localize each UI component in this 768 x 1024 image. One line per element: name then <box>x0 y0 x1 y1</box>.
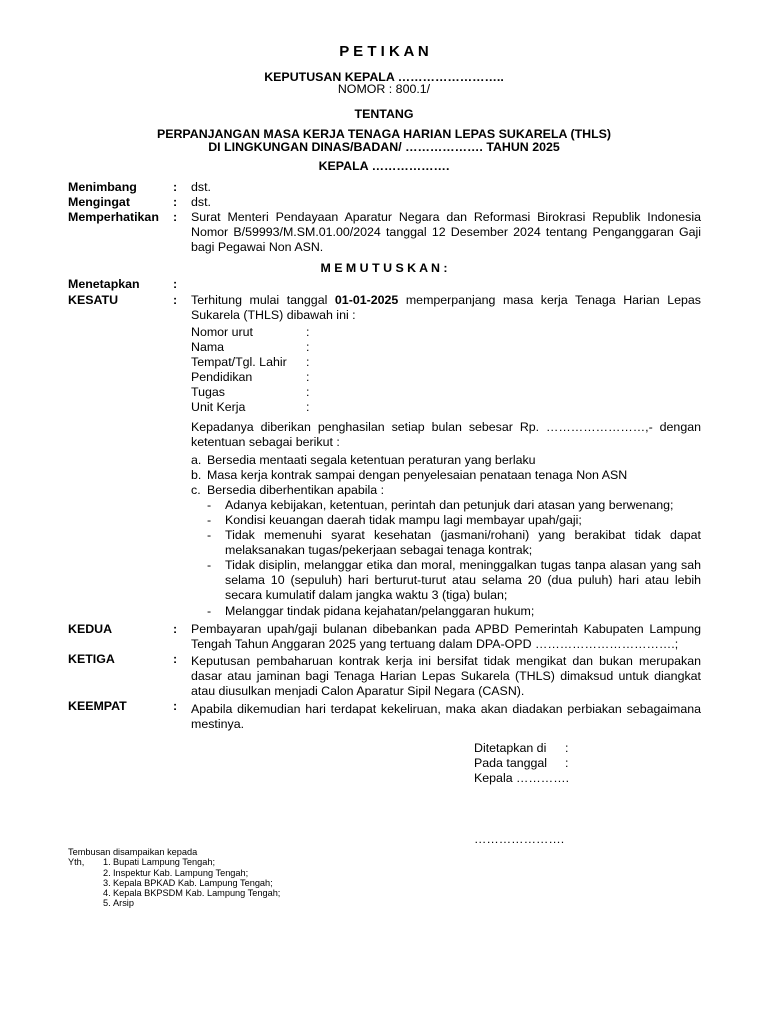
field-label-nomor-urut: Nomor urut <box>191 325 253 339</box>
subject-line-2: DI LINGKUNGAN DINAS/BADAN/ ………………. TAHUN 2025 <box>208 140 560 154</box>
condition-marker: a. <box>191 453 202 467</box>
decree-number: NOMOR : 800.1/ <box>337 82 431 96</box>
signature-date-colon: : <box>565 756 569 770</box>
signature-head: Kepala …………. <box>474 771 570 785</box>
kesatu-intro <box>191 293 701 323</box>
dismissal-text: Melanggar tindak pidana kejahatan/pelanggaran hukum; <box>225 604 535 618</box>
field-colon: : <box>306 325 310 339</box>
condition-marker: c. <box>191 483 201 497</box>
mengingat-label: Mengingat <box>68 195 130 209</box>
ketiga-text: Keputusan pembaharuan kontrak kerja ini bersifat tidak mengikat dan bukan merupakan dasar atau jaminan bagi Tenaga Harian Lepas Sukarela (THLS) dimaksud untuk diangkat atau diusulkan menjadi Calon Aparatur Sipil Negara (CASN). <box>191 654 701 698</box>
signature-date-label: Pada tanggal <box>474 756 548 770</box>
kesatu-start-date: 01-01-2025 <box>334 293 399 307</box>
field-label-tugas: Tugas <box>191 385 225 399</box>
field-label-unit-kerja: Unit Kerja <box>191 400 246 414</box>
field-colon: : <box>306 385 310 399</box>
field-label-pendidikan: Pendidikan <box>191 370 253 384</box>
kesatu-label: KESATU <box>68 293 119 307</box>
field-colon: : <box>306 370 310 384</box>
menimbang-label: Menimbang <box>68 180 137 194</box>
decree-heading: KEPUTUSAN KEPALA …………………….. <box>264 70 504 84</box>
memperhatikan-colon: : <box>173 210 178 224</box>
field-colon: : <box>306 400 310 414</box>
mengingat-text: dst. <box>191 195 211 209</box>
document-title: P E T I K A N <box>339 43 429 60</box>
dismissal-text: Tidak memenuhi syarat kesehatan (jasmani/rohani) yang berakibat tidak dapat melaksanakan tugas/pekerjaan sebagai tenaga kontrak; <box>225 528 701 557</box>
copies-item-text: Bupati Lampung Tengah; <box>113 857 215 867</box>
condition-text: Bersedia mentaati segala ketentuan peraturan yang berlaku <box>207 453 536 467</box>
dismissal-text: Adanya kebijakan, ketentuan, perintah dan petunjuk dari atasan yang berwenang; <box>225 498 674 512</box>
dismissal-marker: - <box>207 604 212 618</box>
copies-item-num: 1. <box>103 857 111 867</box>
memperhatikan-text: Surat Menteri Pendayaan Aparatur Negara dan Reformasi Birokrasi Republik Indonesia Nomor B/59993/M.SM.01.00/2024 tanggal 12 Desember 2024 tentang Penganggaran Gaji bagi Pegawai Non ASN. <box>191 210 701 254</box>
signature-place-colon: : <box>565 741 569 755</box>
mengingat-colon: : <box>173 195 178 209</box>
dismissal-text: Tidak disiplin, melanggar etika dan moral, meninggalkan tugas tanpa alasan yang sah selama 10 (sepuluh) hari berturut-turut atau selama 20 (dua puluh) hari atau lebih secara kumulatif dalam jangka waktu 3 (tiga) bulan; <box>225 558 701 602</box>
copies-item-text: Kepala BPKAD Kab. Lampung Tengah; <box>113 878 273 888</box>
condition-text: Bersedia diberhentikan apabila : <box>207 483 385 497</box>
memperhatikan-label: Memperhatikan <box>68 210 159 224</box>
kedua-label: KEDUA <box>68 622 113 636</box>
condition-text: Masa kerja kontrak sampai dengan penyelesaian penataan tenaga Non ASN <box>207 468 628 482</box>
about-heading: TENTANG <box>354 107 414 121</box>
field-colon: : <box>306 355 310 369</box>
condition-marker: b. <box>191 468 202 482</box>
menimbang-colon: : <box>173 180 178 194</box>
copies-title: Tembusan disampaikan kepada <box>68 847 198 857</box>
salary-text: Kepadanya diberikan penghasilan setiap bulan sebesar Rp. ……………………,- dengan ketentuan sebagai berikut : <box>191 420 701 449</box>
menetapkan-colon: : <box>173 277 178 291</box>
kedua-colon: : <box>173 622 178 636</box>
kesatu-colon: : <box>173 293 178 307</box>
menimbang-text: dst. <box>191 180 211 194</box>
copies-item-num: 5. <box>103 898 111 908</box>
field-colon: : <box>306 340 310 354</box>
keempat-colon: : <box>173 699 178 713</box>
field-label-tempat-tgl-lahir: Tempat/Tgl. Lahir <box>191 355 287 369</box>
dismissal-marker: - <box>207 498 212 512</box>
keempat-label: KEEMPAT <box>68 699 127 713</box>
dismissal-marker: - <box>207 513 212 527</box>
head-heading: KEPALA ………………. <box>318 159 450 173</box>
dismissal-text: Kondisi keuangan daerah tidak mampu lagi membayar upah/gaji; <box>225 513 582 527</box>
kedua-text: Pembayaran upah/gaji bulanan dibebankan pada APBD Pemerintah Kabupaten Lampung Tengah Tahun Anggaran 2025 yang tertuang dalam DPA-OPD …………………………….; <box>191 622 701 651</box>
ketiga-colon: : <box>173 652 178 666</box>
kesatu-intro-post: memperpanjang masa kerja Tenaga Harian Lepas Sukarela (THLS) dibawah ini : <box>191 293 702 322</box>
menetapkan-label: Menetapkan <box>68 277 140 291</box>
field-label-nama: Nama <box>191 340 225 354</box>
copies-yth: Yth, <box>68 857 85 867</box>
keempat-text: Apabila dikemudian hari terdapat kekeliruan, maka akan diadakan perbiakan sebagaimana mestinya. <box>191 702 701 731</box>
ketiga-label: KETIGA <box>68 652 115 666</box>
dismissal-marker: - <box>207 528 212 542</box>
decides-heading: M E M U T U S K A N : <box>320 261 448 275</box>
copies-item-num: 4. <box>103 888 111 898</box>
copies-item-text: Inspektur Kab. Lampung Tengah; <box>113 868 249 878</box>
copies-item-num: 3. <box>103 878 111 888</box>
kesatu-intro-pre: Terhitung mulai tanggal <box>191 293 335 307</box>
subject-line-1: PERPANJANGAN MASA KERJA TENAGA HARIAN LEPAS SUKARELA (THLS) <box>156 127 612 141</box>
copies-item-num: 2. <box>103 868 111 878</box>
dismissal-marker: - <box>207 558 212 572</box>
signature-name-line: …………………. <box>474 832 565 846</box>
copies-item-text: Arsip <box>113 898 134 908</box>
copies-item-text: Kepala BKPSDM Kab. Lampung Tengah; <box>113 888 281 898</box>
signature-place-label: Ditetapkan di <box>474 741 547 755</box>
